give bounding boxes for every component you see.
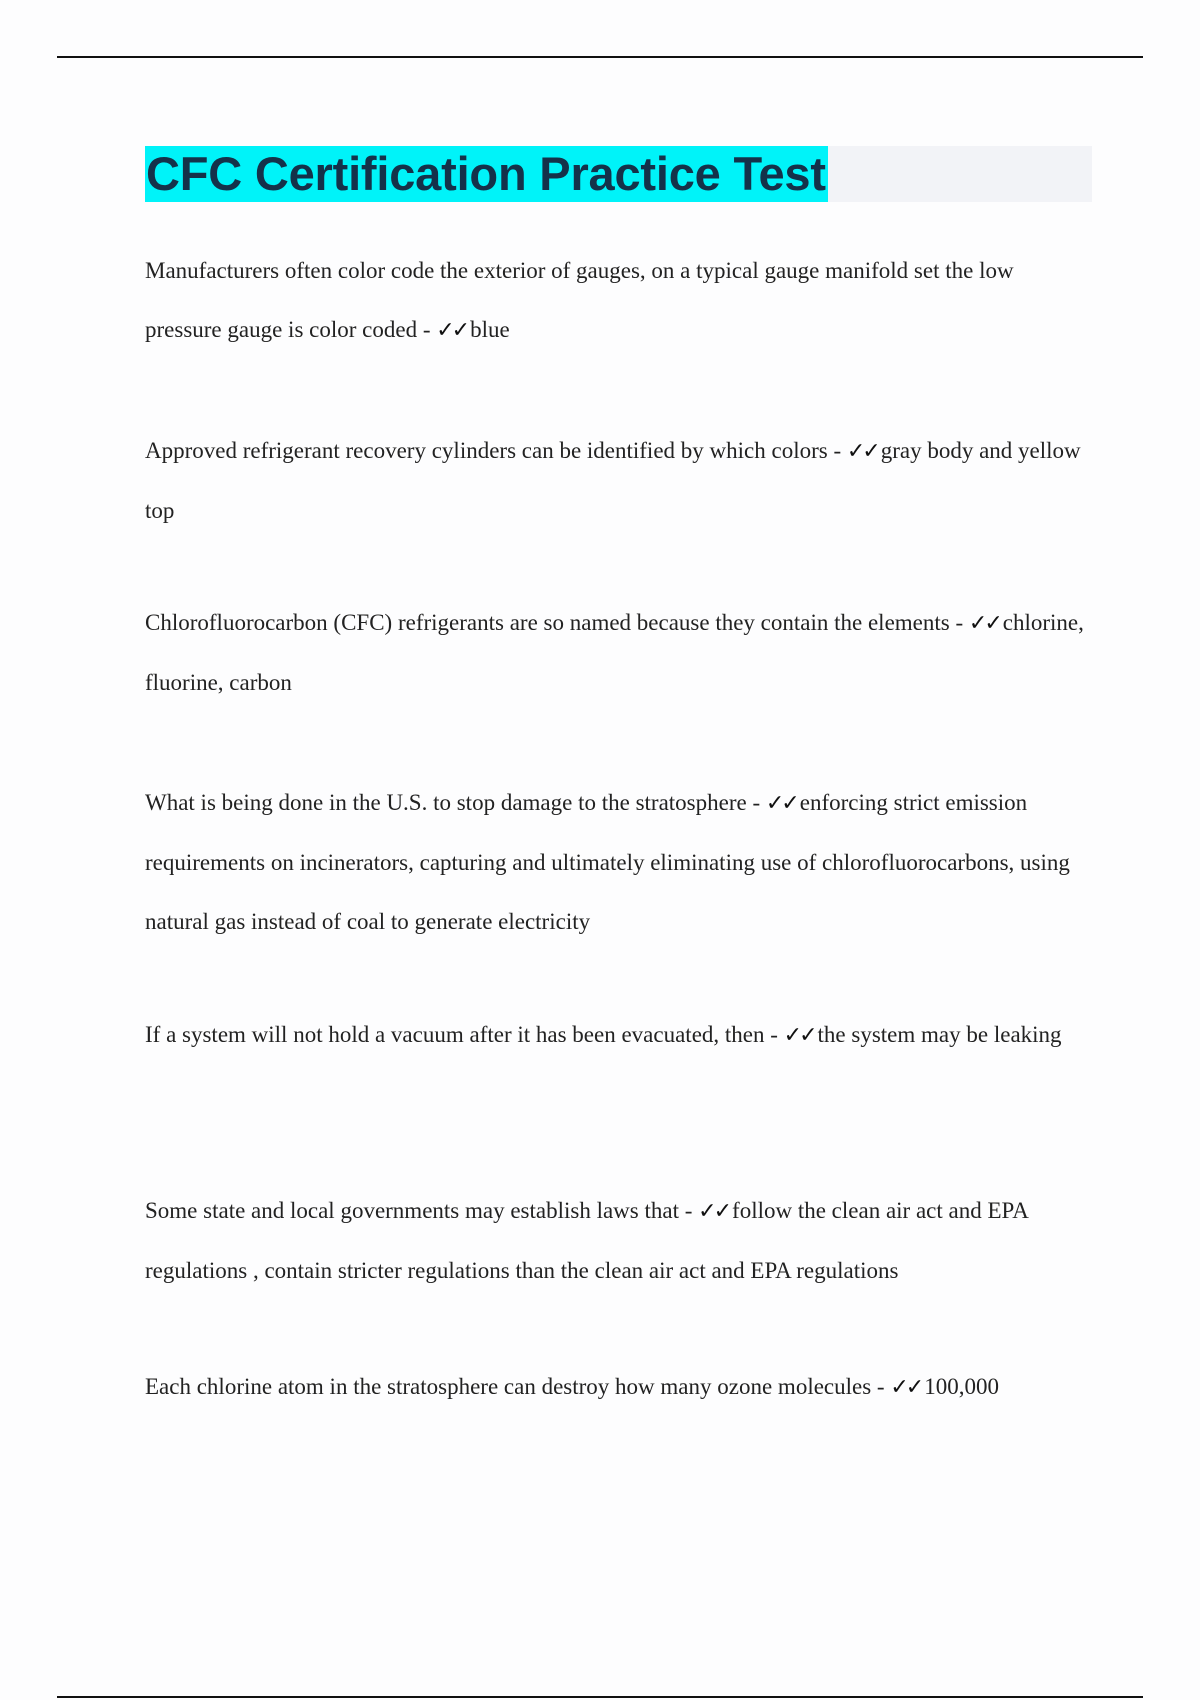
question-text: Each chlorine atom in the stratosphere can destroy how many ozone molecules - [145,1374,891,1399]
qa-item [145,773,1095,951]
question-text: If a system will not hold a vacuum after it has been evacuated, then - [145,1022,784,1047]
answer-text: follow the clean air act and EPA regulations , contain stricter regulations than the clean air act and EPA regulations [145,1198,1028,1283]
answer-text: 100,000 [924,1374,999,1399]
double-check-icon: ✓✓ [890,1375,922,1400]
answer-text: the system may be leaking [817,1022,1062,1047]
qa-item [145,1181,1095,1300]
question-text: Approved refrigerant recovery cylinders can be identified by which colors - [145,438,847,463]
qa-item [145,1357,1095,1417]
answer-text: chlorine, fluorine, carbon [145,610,1084,695]
answer-text: enforcing strict emission requirements on incinerators, capturing and ultimately eliminating use of chlorofluorocarbons, using natural gas instead of coal to generate electricity [145,790,1070,934]
double-check-icon: ✓✓ [846,439,878,464]
question-text: Chlorofluorocarbon (CFC) refrigerants are so named because they contain the elements - [145,610,969,635]
page-title: CFC Certification Practice Test [146,147,826,200]
question-text: Some state and local governments may establish laws that - [145,1198,699,1223]
bottom-divider [57,1696,1143,1698]
double-check-icon: ✓✓ [783,1023,815,1048]
qa-item [145,421,1095,540]
double-check-icon: ✓✓ [436,318,468,343]
answer-text: blue [470,317,510,342]
double-check-icon: ✓✓ [698,1199,730,1224]
double-check-icon: ✓✓ [968,611,1000,636]
qa-item [145,1005,1095,1065]
qa-item [145,593,1095,712]
question-text: What is being done in the U.S. to stop damage to the stratosphere - [145,790,766,815]
double-check-icon: ✓✓ [765,791,797,816]
question-text: Manufacturers often color code the exterior of gauges, on a typical gauge manifold set the low pressure gauge is color coded - [145,258,1014,342]
answer-text: gray body and yellow top [145,438,1081,523]
qa-item [145,241,1095,360]
top-divider [57,56,1143,58]
